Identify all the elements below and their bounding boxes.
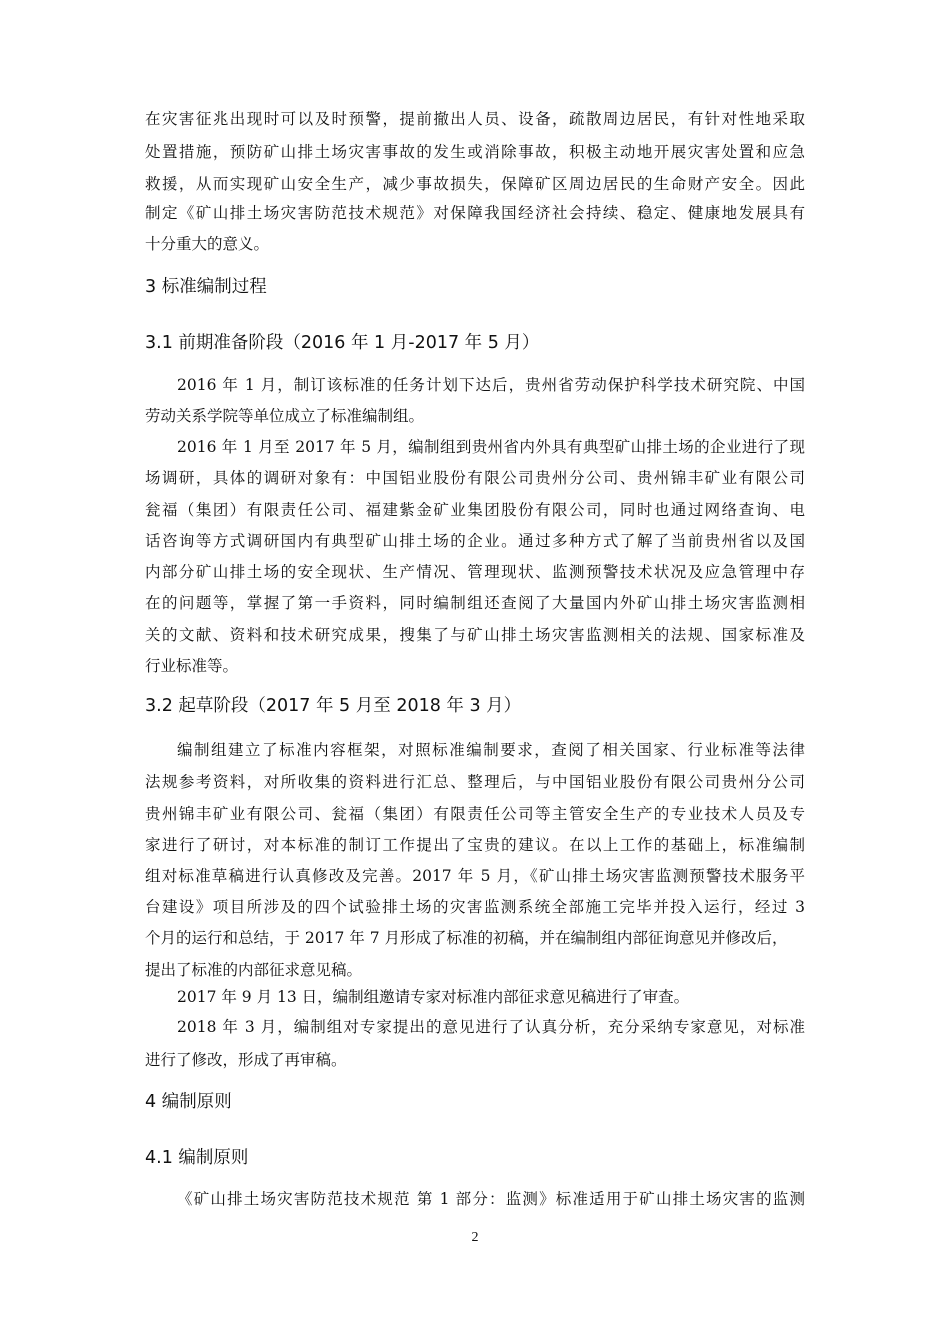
section-heading: 3 标准编制过程 xyxy=(145,277,267,297)
paragraph-line: 提出了标准的内部征求意见稿。 xyxy=(145,961,363,979)
paragraph-line: 救援，从而实现矿山安全生产，减少事故损失，保障矿区周边居民的生命财产安全。因此 xyxy=(145,175,805,193)
paragraph-line: 2016 年 1 月，制订该标准的任务计划下达后，贵州省劳动保护科学技术研究院、中国 xyxy=(177,376,805,394)
paragraph-line: 个月的运行和总结，于 2017 年 7 月形成了标准的初稿，并在编制组内部征询意见并修改后， xyxy=(145,929,788,947)
section-heading: 3.2 起草阶段（2017 年 5 月至 2018 年 3 月） xyxy=(145,696,522,716)
section-heading: 4 编制原则 xyxy=(145,1092,232,1112)
paragraph-line: 2018 年 3 月，编制组对专家提出的意见进行了认真分析，充分采纳专家意见，对标准 xyxy=(177,1018,805,1036)
paragraph-line: 制定《矿山排土场灾害防范技术规范》对保障我国经济社会持续、稳定、健康地发展具有 xyxy=(145,204,805,222)
paragraph-line: 贵州锦丰矿业有限公司、瓮福（集团）有限责任公司等主管安全生产的专业技术人员及专 xyxy=(145,805,805,823)
paragraph-line: 法规参考资料，对所收集的资料进行汇总、整理后，与中国铝业股份有限公司贵州分公司 xyxy=(145,773,805,791)
paragraph-line: 家进行了研讨，对本标准的制订工作提出了宝贵的建议。在以上工作的基础上，标准编制 xyxy=(145,836,805,854)
paragraph-line: 编制组建立了标准内容框架，对照标准编制要求，查阅了相关国家、行业标准等法律 xyxy=(177,741,805,759)
paragraph-line: 瓮福（集团）有限责任公司、福建紫金矿业集团股份有限公司，同时也通过网络查询、电 xyxy=(145,501,805,519)
paragraph-line: 场调研，具体的调研对象有：中国铝业股份有限公司贵州分公司、贵州锦丰矿业有限公司 xyxy=(145,469,805,487)
paragraph-line: 在灾害征兆出现时可以及时预警，提前撤出人员、设备，疏散周边居民，有针对性地采取 xyxy=(145,110,805,128)
section-heading: 4.1 编制原则 xyxy=(145,1148,249,1168)
paragraph-line: 劳动关系学院等单位成立了标准编制组。 xyxy=(145,407,425,425)
paragraph-line: 内部分矿山排土场的安全现状、生产情况、管理现状、监测预警技术状况及应急管理中存 xyxy=(145,563,805,581)
paragraph-line: 话咨询等方式调研国内有典型矿山排土场的企业。通过多种方式了解了当前贵州省以及国 xyxy=(145,532,805,550)
page-number: 2 xyxy=(471,1230,479,1245)
paragraph-line: 处置措施，预防矿山排土场灾害事故的发生或消除事故，积极主动地开展灾害处置和应急 xyxy=(145,143,805,161)
paragraph-line: 进行了修改，形成了再审稿。 xyxy=(145,1051,347,1069)
paragraph-line: 十分重大的意义。 xyxy=(145,235,270,253)
section-heading: 3.1 前期准备阶段（2016 年 1 月-2017 年 5 月） xyxy=(145,333,540,353)
paragraph-line: 行业标准等。 xyxy=(145,657,239,675)
paragraph-line: 在的问题等，掌握了第一手资料，同时编制组还查阅了大量国内外矿山排土场灾害监测相 xyxy=(145,594,805,612)
paragraph-line: 台建设》项目所涉及的四个试验排土场的灾害监测系统全部施工完毕并投入运行，经过 3 xyxy=(145,898,805,916)
paragraph-line: 《矿山排土场灾害防范技术规范 第 1 部分：监测》标准适用于矿山排土场灾害的监测 xyxy=(177,1190,805,1208)
paragraph-line: 2016 年 1 月至 2017 年 5 月，编制组到贵州省内外具有典型矿山排土场的企业进行了现 xyxy=(177,438,805,456)
paragraph-line: 2017 年 9 月 13 日，编制组邀请专家对标准内部征求意见稿进行了审查。 xyxy=(177,988,690,1006)
paragraph-line: 关的文献、资料和技术研究成果，搜集了与矿山排土场灾害监测相关的法规、国家标准及 xyxy=(145,626,805,644)
paragraph-line: 组对标准草稿进行认真修改及完善。2017 年 5 月，《矿山排土场灾害监测预警技术服务平 xyxy=(145,867,805,885)
